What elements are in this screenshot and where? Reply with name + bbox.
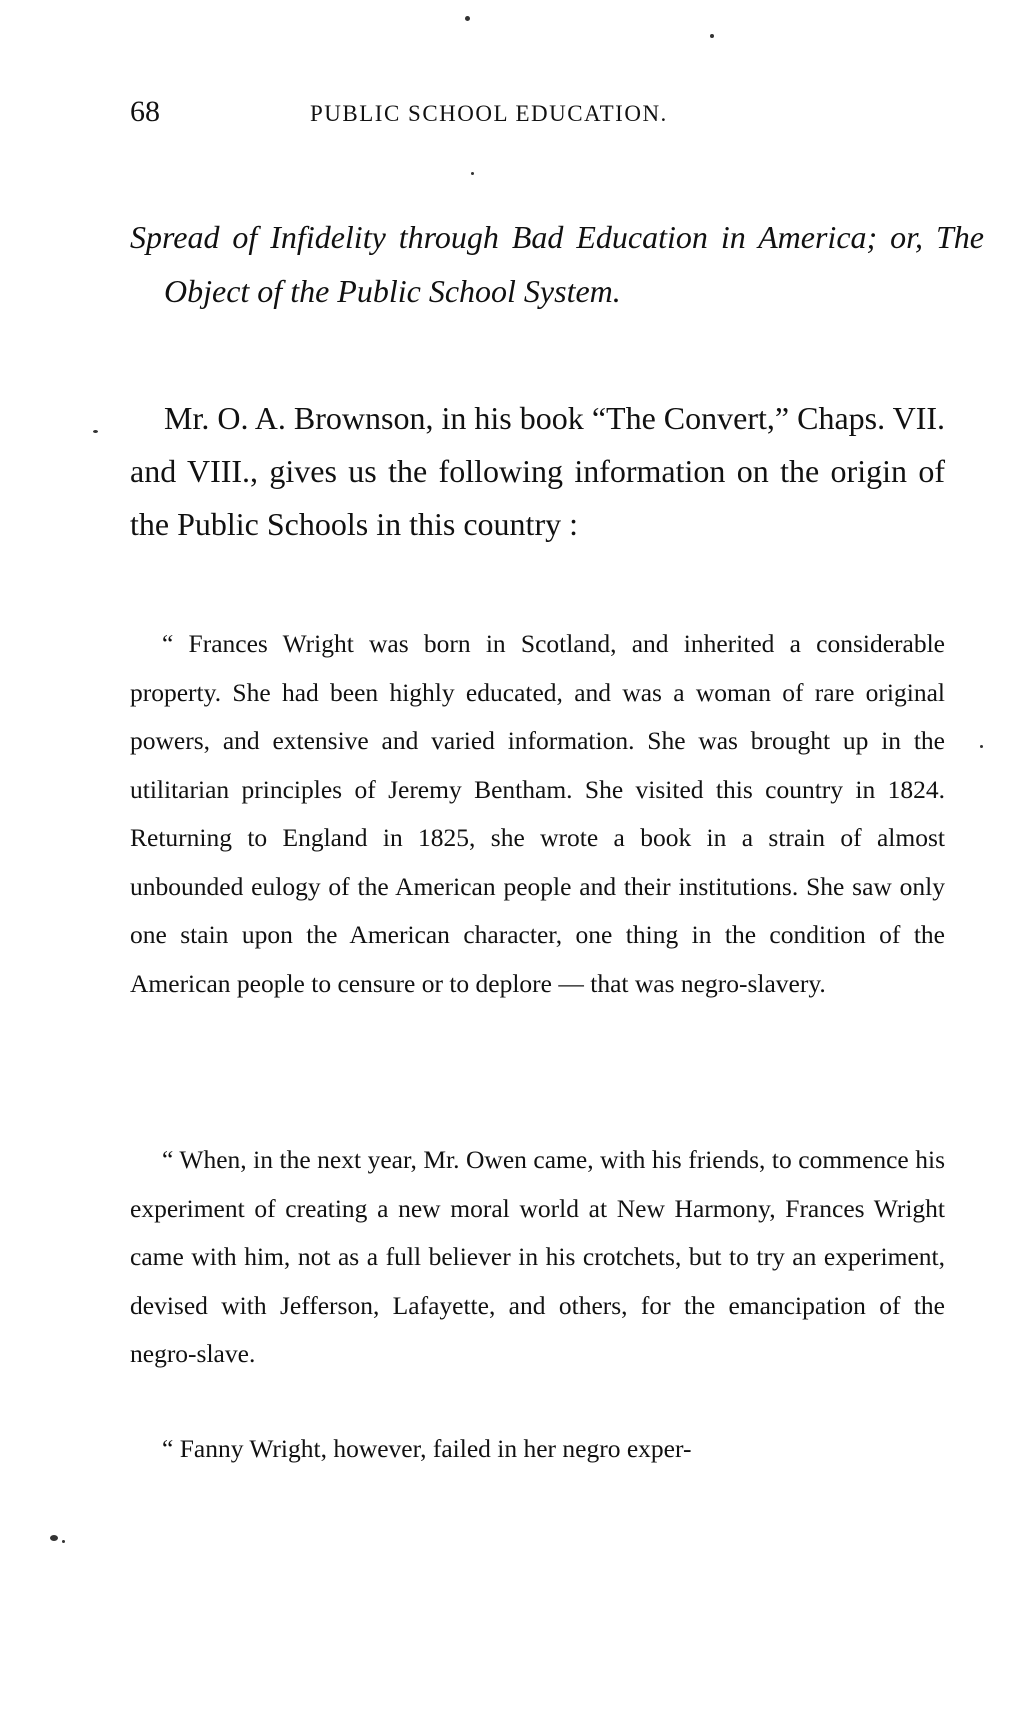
quote-paragraph-2: “ When, in the next year, Mr. Owen came, with his friends, to commence his experiment of creating a new moral world at New Harmony, Frances Wright came with him, not as a full believer in his crotchets, but to try an experiment, devised with Jefferson, Lafayette, and others, for the emancipation of the negro-slave. (130, 1145, 945, 1368)
page-number: 68 (130, 95, 160, 128)
section-heading: Spread of Infidelity through Bad Education in America; or, The Object of the Public School System. (130, 219, 984, 309)
running-head (130, 92, 930, 132)
scan-speck (710, 34, 714, 38)
scan-speck (93, 430, 98, 433)
scan-speck (62, 1540, 65, 1543)
running-title: PUBLIC SCHOOL EDUCATION. (310, 101, 668, 126)
intro-paragraph: Mr. O. A. Brownson, in his book “The Convert,” Chaps. VII. and VIII., gives us the following information on the origin of the Public Schools in this country : (130, 400, 945, 542)
scan-speck (471, 172, 474, 175)
scan-speck (465, 16, 470, 21)
quote-paragraph-3: “ Fanny Wright, however, failed in her negro exper- (162, 1434, 692, 1463)
scan-speck (50, 1535, 58, 1541)
scan-speck (980, 745, 983, 748)
quote-paragraph-1: “ Frances Wright was born in Scotland, and inherited a considerable property. She had been highly educated, and was a woman of rare original powers, and extensive and varied information. She was brought up in the utilitarian principles of Jeremy Bentham. She visited this country in 1824. Returning to England in 1825, she wrote a book in a strain of almost unbounded eulogy of the American people and their institutions. She saw only one stain upon the American character, one thing in the condition of the American people to censure or to deplore — that was negro-slavery. (130, 629, 945, 998)
